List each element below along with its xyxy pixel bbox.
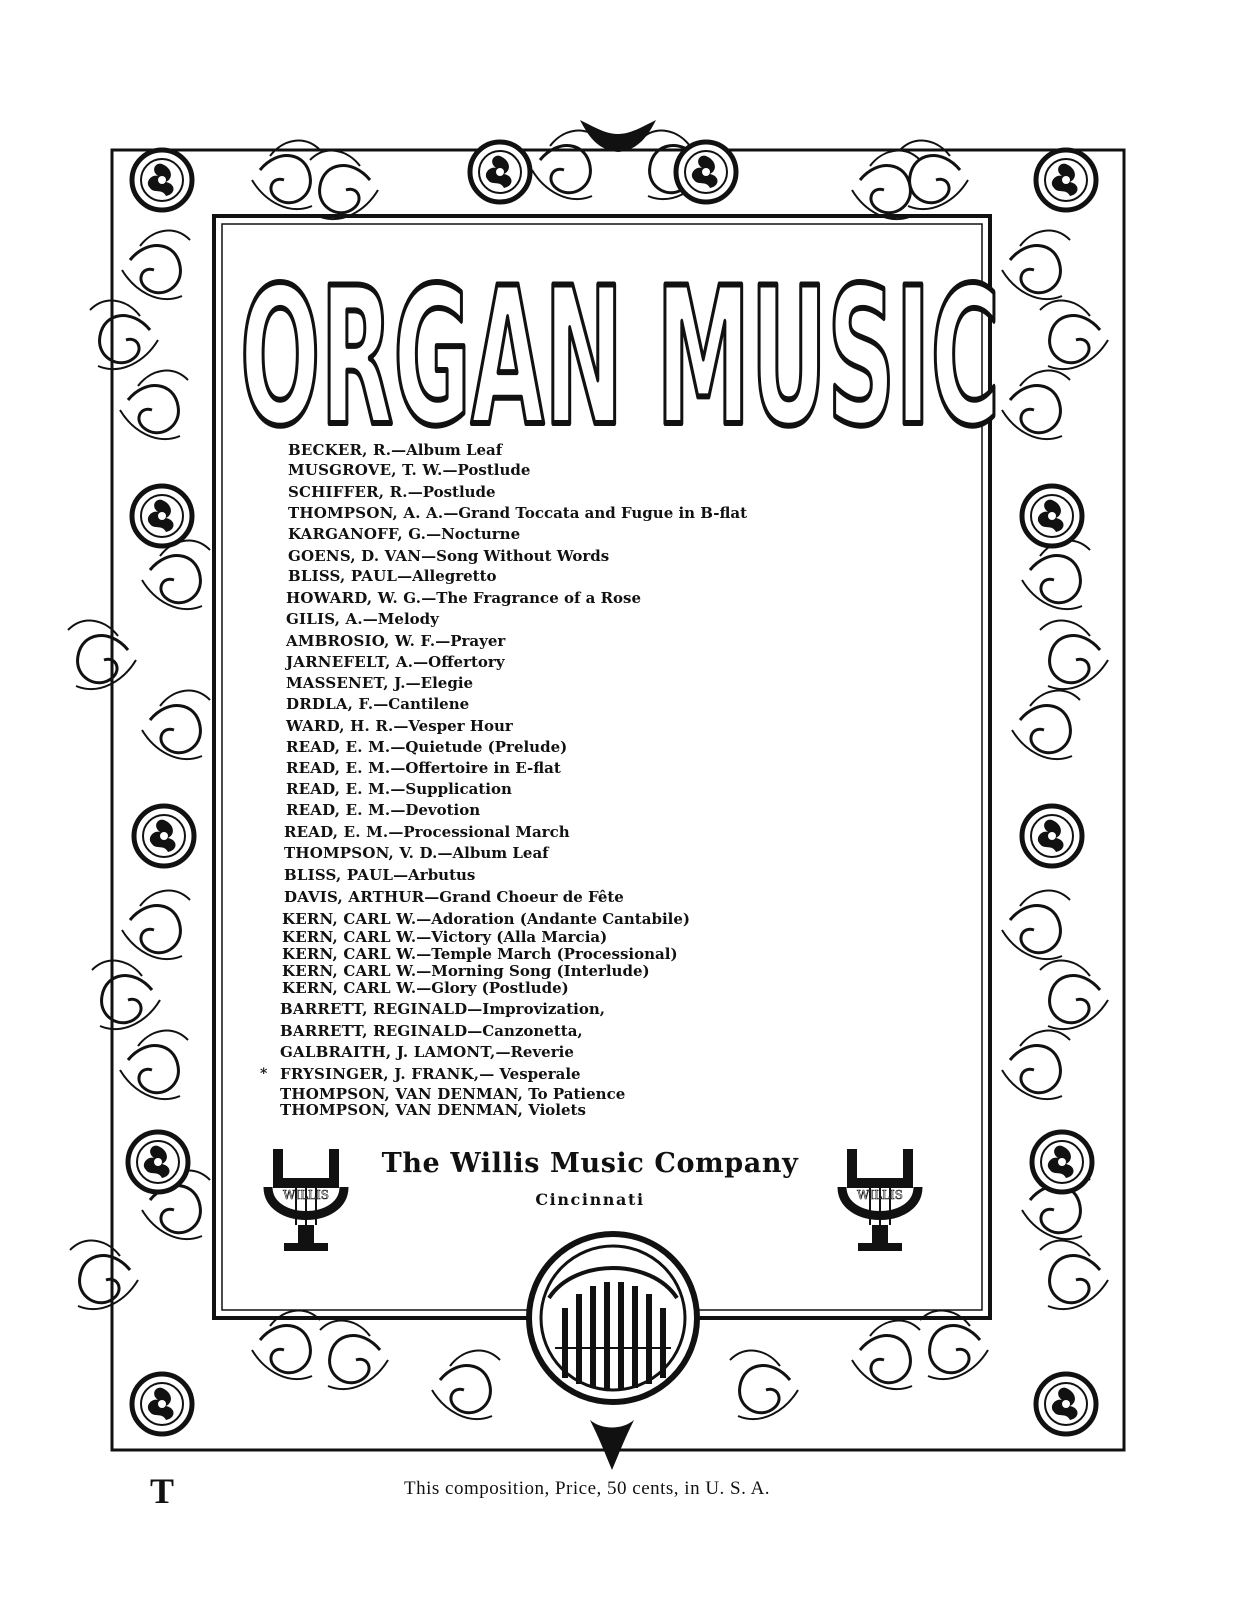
piece-title: To Patience — [528, 1085, 626, 1103]
work-entry — [288, 546, 609, 566]
composer-name: KERN, CARL W. — [282, 962, 417, 980]
rosette-ornament — [132, 1374, 192, 1434]
separator-dash: — — [390, 801, 406, 819]
piece-title: Quietude (Prelude) — [405, 738, 568, 756]
separator-dash: — — [407, 483, 423, 501]
publisher-name: The Willis Music Company — [381, 1148, 799, 1179]
work-entry — [284, 887, 624, 907]
rosette-ornament — [1022, 806, 1082, 866]
lyre-logo-icon — [832, 1143, 928, 1253]
composer-name: READ, E. M. — [284, 823, 389, 841]
asterisk-marker: * — [260, 1066, 268, 1082]
work-entry — [286, 779, 512, 799]
piece-title: Vesper Hour — [408, 717, 513, 735]
composer-name: DRDLA, F. — [286, 695, 374, 713]
separator-dash: — — [467, 1022, 483, 1040]
composer-name: BLISS, PAUL — [288, 567, 398, 585]
composer-name: BECKER, R. — [288, 441, 392, 459]
composer-name: KERN, CARL W. — [282, 945, 417, 963]
svg-text:WILLIS: WILLIS — [857, 1188, 903, 1202]
piece-title: Nocturne — [441, 525, 521, 543]
piece-title: Song Without Words — [436, 547, 610, 565]
separator-dash: — — [467, 1000, 483, 1018]
work-entry — [288, 440, 502, 460]
composer-name: THOMPSON, A. A. — [288, 504, 444, 522]
rosette-ornament — [1036, 1374, 1096, 1434]
separator-dash: — — [495, 1043, 511, 1061]
separator-dash: — — [443, 504, 459, 522]
separator-dash: — — [442, 461, 458, 479]
composer-name: HOWARD, W. G. — [286, 589, 422, 607]
price-note: This composition, Price, 50 cents, in U. S. A. — [404, 1478, 771, 1499]
organ-pipes-icon — [525, 1228, 701, 1408]
separator-dash: — — [390, 738, 406, 756]
separator-dash: — — [391, 441, 407, 459]
piece-title: Victory (Alla Marcia) — [431, 928, 608, 946]
rosette-ornament — [134, 806, 194, 866]
work-entry — [286, 631, 505, 651]
composer-name: THOMPSON, V. D. — [284, 844, 438, 862]
svg-text:ORGAN MUSIC: ORGAN MUSIC — [240, 247, 1000, 438]
piece-title: Album Leaf — [406, 441, 503, 459]
work-entry — [280, 1042, 574, 1062]
separator-dash: — — [421, 547, 437, 565]
composer-name: THOMPSON, VAN DENMAN, — [280, 1085, 523, 1103]
separator-dash: — — [393, 866, 409, 884]
piece-title: Postlude — [422, 483, 496, 501]
piece-title: Morning Song (Interlude) — [431, 962, 650, 980]
piece-title: Processional March — [403, 823, 570, 841]
separator-dash: — — [390, 780, 406, 798]
composer-name: GOENS, D. VAN — [288, 547, 422, 565]
work-entry — [282, 978, 569, 998]
separator-dash: — — [397, 567, 413, 585]
rosette-ornament — [1032, 1132, 1092, 1192]
separator-dash: — — [416, 979, 432, 997]
composer-name: READ, E. M. — [286, 759, 391, 777]
piece-title: Vesperale — [494, 1065, 581, 1083]
piece-title: Grand Toccata and Fugue in B-flat — [458, 504, 748, 522]
composer-name: READ, E. M. — [286, 780, 391, 798]
composer-name: MASSENET, J. — [286, 674, 406, 692]
work-entry — [288, 566, 497, 586]
piece-title: Devotion — [405, 801, 481, 819]
composer-name: READ, E. M. — [286, 801, 391, 819]
piece-title: Allegretto — [412, 567, 497, 585]
separator-dash: — — [416, 962, 432, 980]
piece-title: Prayer — [450, 632, 506, 650]
work-entry — [284, 843, 549, 863]
work-entry — [282, 909, 690, 929]
piece-title: Improvization, — [482, 1000, 605, 1018]
separator-dash: — — [437, 844, 453, 862]
work-entry — [288, 482, 496, 502]
rosette-ornament — [128, 1132, 188, 1192]
piece-title: Arbutus — [408, 866, 476, 884]
separator-dash: — — [426, 525, 442, 543]
piece-title: Melody — [377, 610, 439, 628]
composer-name: AMBROSIO, W. F. — [286, 632, 436, 650]
composer-name: BARRETT, REGINALD — [280, 1022, 468, 1040]
piece-title: Reverie — [510, 1043, 574, 1061]
work-entry — [284, 822, 570, 842]
lyre-logo-icon — [258, 1143, 354, 1253]
work-entry — [286, 609, 439, 629]
composer-name: WARD, H. R. — [286, 717, 394, 735]
separator-dash: — — [424, 888, 440, 906]
separator-dash: — — [388, 823, 404, 841]
separator-dash: — — [390, 759, 406, 777]
work-entry — [280, 999, 605, 1019]
work-entry — [260, 1064, 581, 1084]
composer-name: THOMPSON, VAN DENMAN, — [280, 1101, 523, 1119]
piece-title: Temple March (Processional) — [431, 945, 678, 963]
separator-dash: — — [413, 653, 429, 671]
piece-title: Postlude — [457, 461, 531, 479]
composer-name: GILIS, A. — [286, 610, 363, 628]
separator-dash: — — [421, 589, 437, 607]
piece-title: Supplication — [405, 780, 512, 798]
piece-title: Offertoire in E-flat — [405, 759, 561, 777]
separator-dash: — — [435, 632, 451, 650]
piece-title: Cantilene — [388, 695, 470, 713]
work-entry — [286, 694, 469, 714]
publisher-city: Cincinnati — [535, 1190, 645, 1209]
separator-dash: — — [479, 1065, 495, 1083]
work-entry — [288, 460, 530, 480]
composer-name: MUSGROVE, T. W. — [288, 461, 443, 479]
separator-dash: — — [362, 610, 378, 628]
piece-title: The Fragrance of a Rose — [436, 589, 642, 607]
work-entry — [286, 737, 567, 757]
work-entry — [286, 652, 505, 672]
composer-name: READ, E. M. — [286, 738, 391, 756]
work-entry — [288, 524, 520, 544]
piece-title: Glory (Postlude) — [431, 979, 569, 997]
composer-name: JARNEFELT, A. — [286, 653, 414, 671]
separator-dash: — — [416, 928, 432, 946]
composer-name: BLISS, PAUL — [284, 866, 394, 884]
rosette-ornament — [1036, 150, 1096, 210]
title-organ-music — [235, 238, 1005, 438]
piece-title: Canzonetta, — [482, 1022, 583, 1040]
separator-dash: — — [416, 945, 432, 963]
composer-name: GALBRAITH, J. LAMONT, — [280, 1043, 496, 1061]
rosette-ornament — [676, 142, 736, 202]
separator-dash: — — [416, 910, 432, 928]
rosette-ornament — [132, 486, 192, 546]
work-entry — [286, 716, 513, 736]
composer-name: KERN, CARL W. — [282, 910, 417, 928]
rosette-ornament — [1022, 486, 1082, 546]
work-entry — [280, 1100, 586, 1120]
piece-title: Offertory — [428, 653, 505, 671]
separator-dash: — — [405, 674, 421, 692]
work-entry — [286, 673, 473, 693]
composer-name: SCHIFFER, R. — [288, 483, 408, 501]
piece-title: Elegie — [420, 674, 474, 692]
separator-dash: — — [373, 695, 389, 713]
work-entry — [286, 588, 641, 608]
piece-title: Violets — [528, 1101, 586, 1119]
work-entry — [286, 800, 480, 820]
svg-text:WILLIS: WILLIS — [283, 1188, 329, 1202]
composer-name: KERN, CARL W. — [282, 979, 417, 997]
rosette-ornament — [470, 142, 530, 202]
piece-title: Album Leaf — [452, 844, 549, 862]
work-entry — [288, 503, 747, 523]
work-entry — [280, 1021, 583, 1041]
separator-dash: — — [393, 717, 409, 735]
composer-name: FRYSINGER, J. FRANK, — [280, 1065, 480, 1083]
composer-name: BARRETT, REGINALD — [280, 1000, 468, 1018]
work-entry — [286, 758, 561, 778]
corner-letter: T — [150, 1471, 175, 1511]
composer-name: KARGANOFF, G. — [288, 525, 427, 543]
work-entry — [284, 865, 475, 885]
piece-title: Grand Choeur de Fête — [439, 888, 624, 906]
rosette-ornament — [132, 150, 192, 210]
piece-title: Adoration (Andante Cantabile) — [431, 910, 690, 928]
composer-name: DAVIS, ARTHUR — [284, 888, 425, 906]
composer-name: KERN, CARL W. — [282, 928, 417, 946]
